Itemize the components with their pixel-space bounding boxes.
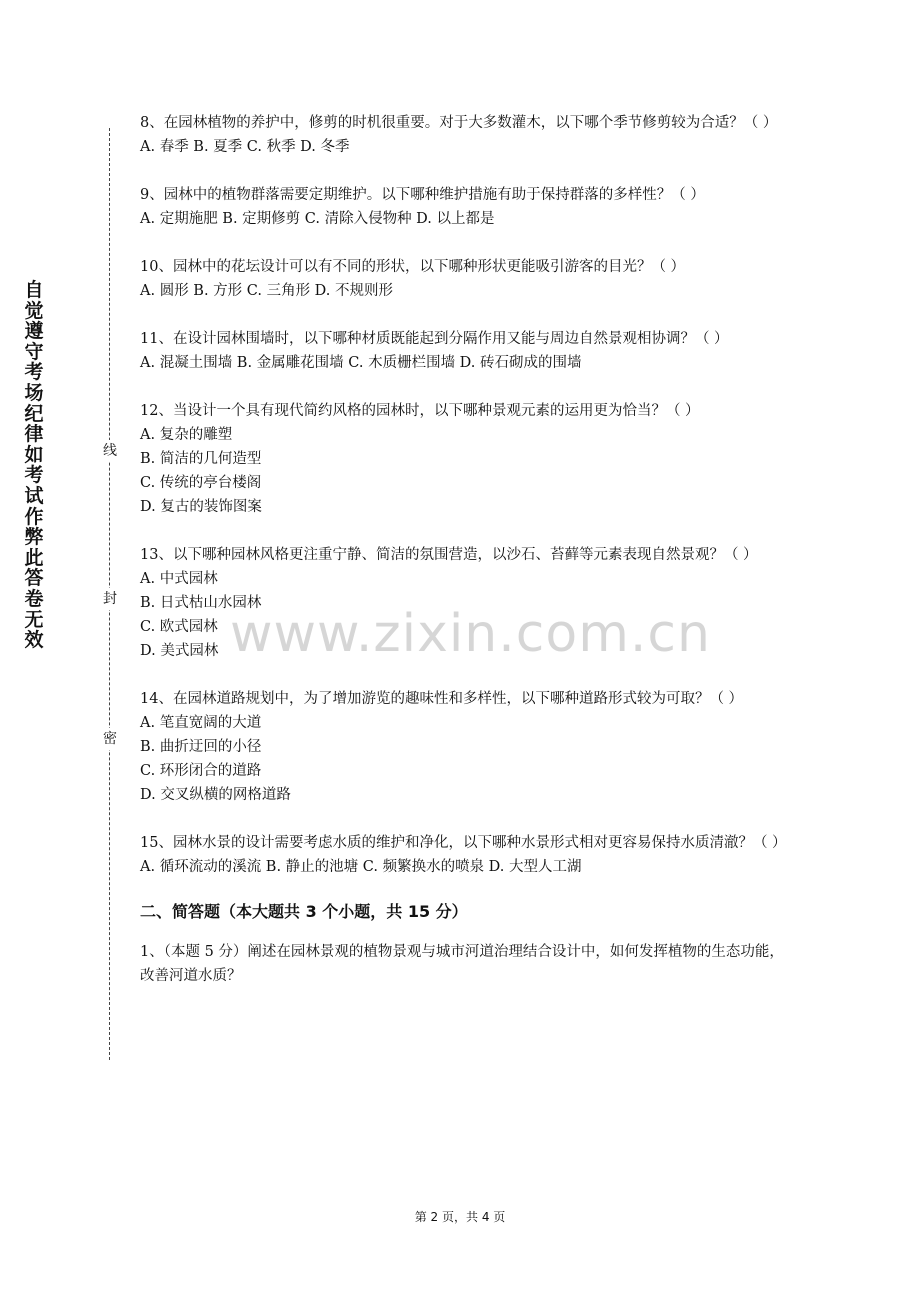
question-10 xyxy=(140,255,790,303)
short-answer-question-1: 1、（本题 5 分）阐述在园林景观的植物景观与城市河道治理结合设计中，如何发挥植物的生态功能，改善河道水质？ xyxy=(140,943,784,984)
seal-mark-seal: 封 xyxy=(101,588,119,610)
question-options: A. 圆形 B. 方形 C. 三角形 D. 不规则形 xyxy=(140,283,394,299)
section-title: 二、简答题（本大题共 3 个小题，共 15 分） xyxy=(140,902,468,921)
option-a: A. 复杂的雕塑 xyxy=(140,427,233,443)
question-stem: 11、在设计园林围墙时，以下哪种材质既能起到分隔作用又能与周边自然景观相协调？（ ） xyxy=(140,331,729,347)
question-12 xyxy=(140,399,790,519)
seal-mark-line: 线 xyxy=(101,440,119,462)
seal-mark-secret: 密 xyxy=(101,728,119,750)
option-b: B. 日式枯山水园林 xyxy=(140,595,262,611)
question-9 xyxy=(140,183,790,231)
watermark: www.zixin.com.cn xyxy=(230,604,711,664)
question-stem: 13、以下哪种园林风格更注重宁静、简洁的氛围营造，以沙石、苔藓等元素表现自然景观？（ ） xyxy=(140,547,758,563)
question-13 xyxy=(140,543,790,663)
option-a: A. 笔直宽阔的大道 xyxy=(140,715,262,731)
question-options: A. 春季 B. 夏季 C. 秋季 D. 冬季 xyxy=(140,139,350,155)
option-d: D. 交叉纵横的网格道路 xyxy=(140,787,291,803)
option-d: D. 美式园林 xyxy=(140,643,219,659)
option-a: A. 中式园林 xyxy=(140,571,218,587)
question-options: A. 定期施肥 B. 定期修剪 C. 清除入侵物种 D. 以上都是 xyxy=(140,211,495,227)
question-options: A. 混凝土围墙 B. 金属雕花围墙 C. 木质栅栏围墙 D. 砖石砌成的围墙 xyxy=(140,355,582,371)
option-c: C. 传统的亭台楼阁 xyxy=(140,475,262,491)
option-b: B. 简洁的几何造型 xyxy=(140,451,262,467)
question-stem: 15、园林水景的设计需要考虑水质的维护和净化，以下哪种水景形式相对更容易保持水质清澈？（ ） xyxy=(140,835,787,851)
option-d: D. 复古的装饰图案 xyxy=(140,499,262,515)
option-c: C. 欧式园林 xyxy=(140,619,218,635)
question-stem: 12、当设计一个具有现代简约风格的园林时，以下哪种景观元素的运用更为恰当？（ ） xyxy=(140,403,700,419)
exam-discipline-warning: 自觉遵守考场纪律如考试作弊此答卷无效 xyxy=(24,279,44,652)
question-8 xyxy=(140,111,790,159)
question-stem: 9、园林中的植物群落需要定期维护。以下哪种维护措施有助于保持群落的多样性？（ ） xyxy=(140,187,705,203)
question-options: A. 循环流动的溪流 B. 静止的池塘 C. 频繁换水的喷泉 D. 大型人工湖 xyxy=(140,859,582,875)
option-b: B. 曲折迂回的小径 xyxy=(140,739,262,755)
question-stem: 10、园林中的花坛设计可以有不同的形状，以下哪种形状更能吸引游客的目光？（ ） xyxy=(140,259,686,275)
question-11 xyxy=(140,327,790,375)
question-14 xyxy=(140,687,790,807)
question-15 xyxy=(140,831,790,879)
question-stem: 8、在园林植物的养护中，修剪的时机很重要。对于大多数灌木，以下哪个季节修剪较为合适？（ ） xyxy=(140,115,778,131)
question-stem: 14、在园林道路规划中，为了增加游览的趣味性和多样性，以下哪种道路形式较为可取？（ ） xyxy=(140,691,744,707)
option-c: C. 环形闭合的道路 xyxy=(140,763,262,779)
exam-content xyxy=(140,111,790,1002)
page-footer: 第 2 页，共 4 页 xyxy=(414,1210,506,1224)
